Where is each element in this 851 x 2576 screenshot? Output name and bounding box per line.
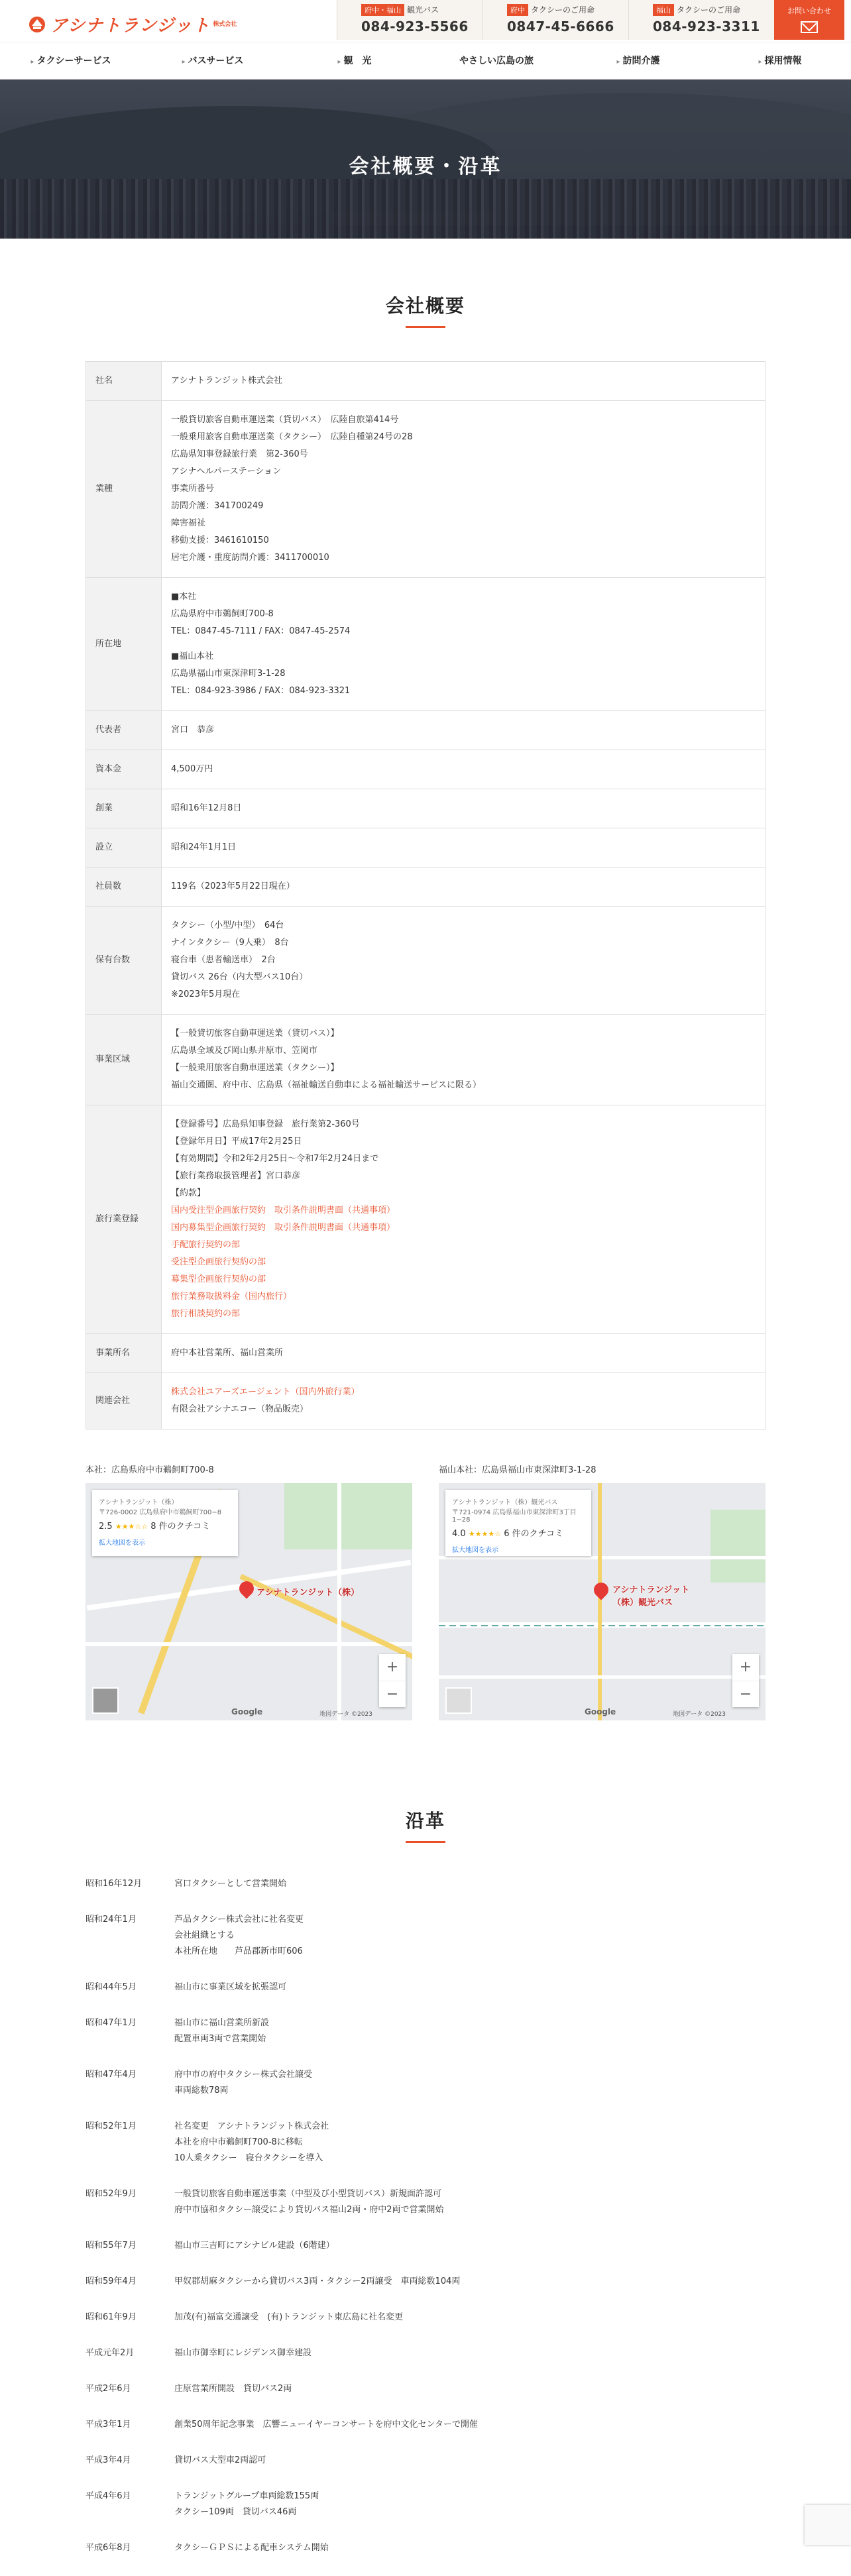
info-row <box>86 401 766 578</box>
maps-section <box>85 1463 766 1720</box>
info-line: ■福山本社 <box>171 651 214 661</box>
info-line: 【一般乗用旅客自動車運送業（タクシー）】 <box>171 1063 339 1073</box>
history-date: 平成6年8月 <box>85 2543 131 2553</box>
info-value <box>162 1105 766 1334</box>
section-title: 沿革 <box>405 1810 445 1832</box>
history-date: 昭和24年1月 <box>85 1915 137 1925</box>
info-line: 事業所番号 <box>171 484 215 494</box>
chevron-right-icon: ▸ <box>616 58 620 66</box>
info-line: 宮口 恭彦 <box>171 725 215 735</box>
phone-bar <box>337 0 844 42</box>
review-count[interactable]: 6 件のクチコミ <box>504 1529 564 1539</box>
map-copyright: 地図データ ©2023 <box>673 1711 726 1718</box>
history-line: 会社組織とする <box>174 1931 235 1940</box>
rating-value: 2.5 <box>99 1522 113 1532</box>
info-row <box>86 1373 766 1429</box>
map-caption: 福山本社：広島県福山市東深津町3-1-28 <box>439 1465 596 1475</box>
info-line: ■本社 <box>171 592 197 602</box>
nav-sightseeing[interactable] <box>284 42 426 79</box>
info-value <box>162 1373 766 1429</box>
history-description <box>174 2417 766 2433</box>
history-line: 加茂(有)福富交通譲受 (有)トランジット東広島に社名変更 <box>174 2312 403 2322</box>
history-entry <box>85 2453 766 2469</box>
info-key: 社名 <box>86 362 162 401</box>
map-park <box>284 1483 412 1549</box>
title-underline <box>406 326 445 328</box>
info-key: 業種 <box>86 401 162 578</box>
history-description <box>174 2310 766 2325</box>
phone-number[interactable]: 084-923-3311 <box>653 19 760 34</box>
history-entry <box>85 1876 766 1892</box>
info-line: 広島県知事登録旅行業 第2-360号 <box>171 449 308 459</box>
info-link[interactable]: 株式会社ユアーズエージェント（国内外旅行業） <box>171 1387 360 1397</box>
map-place-card <box>92 1490 238 1556</box>
info-line: 【約款】 <box>171 1188 206 1198</box>
info-link[interactable]: 国内募集型企画旅行契約 取引条件説明書面（共通事項） <box>171 1223 396 1233</box>
place-rating <box>99 1519 231 1532</box>
stars-icon: ★★★★☆ <box>468 1530 502 1538</box>
zoom-controls <box>379 1654 406 1707</box>
history-description <box>174 2381 766 2397</box>
info-line: ナインタクシー（9人乗） 8台 <box>171 938 289 948</box>
page-title: 会社概要・沿革 <box>349 155 502 178</box>
info-key: 代表者 <box>86 711 162 750</box>
history-description <box>174 2489 766 2520</box>
info-key: 設立 <box>86 828 162 868</box>
phone-box-bus[interactable] <box>337 0 482 40</box>
info-key: 資本金 <box>86 750 162 789</box>
info-row <box>86 750 766 789</box>
history-date: 昭和52年9月 <box>85 2189 137 2199</box>
history-line: 貸切バス大型車2両認可 <box>174 2455 266 2465</box>
map-caption: 本社：広島県府中市鵜飼町700-8 <box>85 1465 214 1475</box>
info-row <box>86 868 766 907</box>
history-description <box>174 2540 766 2556</box>
phone-tag: 府中 <box>507 4 528 16</box>
history-date: 昭和52年1月 <box>85 2121 137 2131</box>
info-link[interactable]: 国内受注型企画旅行契約 取引条件説明書面（共通事項） <box>171 1205 396 1215</box>
map-place-card <box>445 1490 591 1556</box>
logo-subtext: 株式会社 <box>213 21 237 28</box>
history-entry <box>85 2274 766 2290</box>
info-line: 福山交通圏、府中市、広島県（福祉輸送自動車による福祉輸送サービスに限る） <box>171 1080 482 1090</box>
chevron-right-icon: ▸ <box>182 58 186 66</box>
history-line: 福山市御幸町にレジデンス御幸建設 <box>174 2348 312 2358</box>
info-key: 社員数 <box>86 868 162 907</box>
history-description <box>174 2274 766 2290</box>
info-line: 【有効期間】令和2年2月25日～令和7年2月24日まで <box>171 1154 379 1164</box>
info-line: 広島県福山市東深津町3-1-28 <box>171 669 286 679</box>
info-line: タクシー（小型/中型） 64台 <box>171 921 284 930</box>
history-entry <box>85 2015 766 2047</box>
history-line: 府中市協和タクシー譲受により貸切バス福山2両・府中2両で営業開始 <box>174 2205 444 2215</box>
info-line: TEL：084-923-3986 / FAX：084-923-3321 <box>171 686 351 696</box>
nav-bus-service[interactable] <box>142 42 284 79</box>
info-key: 保有台数 <box>86 907 162 1015</box>
info-line: アシナヘルパーステーション <box>171 467 282 476</box>
info-line: 【旅行業務取扱管理者】宮口恭彦 <box>171 1171 301 1181</box>
zoom-in-icon[interactable]: + <box>386 1659 399 1675</box>
history-entry <box>85 2119 766 2166</box>
info-line: 広島県全域及び岡山県井原市、笠岡市 <box>171 1046 318 1056</box>
history-entry <box>85 1912 766 1960</box>
info-value <box>162 750 766 789</box>
history-description <box>174 2067 766 2099</box>
history-date: 昭和55年7月 <box>85 2241 137 2251</box>
nav-label: バスサービス <box>188 56 244 66</box>
history-entry <box>85 1980 766 1995</box>
info-key: 事業所名 <box>86 1334 162 1373</box>
place-name: アシナトランジット（株）観光バス <box>452 1499 558 1506</box>
history-date: 昭和47年4月 <box>85 2070 137 2080</box>
history-date: 昭和61年9月 <box>85 2312 137 2322</box>
history-date: 平成4年6月 <box>85 2491 131 2501</box>
map-fuchu <box>85 1463 412 1720</box>
history-line: 宮口タクシーとして営業開始 <box>174 1879 287 1889</box>
hero-banner <box>0 80 851 239</box>
place-address: 〒721-0974 広島県福山市東深津町3丁目1−28 <box>452 1509 577 1524</box>
history-entry <box>85 2381 766 2397</box>
enlarge-map-link[interactable]: 拡大地図を表示 <box>99 1540 145 1547</box>
info-line: ※2023年5月現在 <box>171 989 241 999</box>
chevron-right-icon: ▸ <box>758 58 762 66</box>
info-row <box>86 362 766 401</box>
enlarge-map-link[interactable]: 拡大地図を表示 <box>452 1547 498 1554</box>
zoom-out-icon[interactable]: − <box>732 1681 759 1707</box>
google-map[interactable] <box>439 1483 766 1720</box>
info-line: 寝台車（患者輸送車） 2台 <box>171 955 276 965</box>
google-logo: Google <box>231 1707 263 1716</box>
history-line: 甲奴郡胡麻タクシーから貸切バス3両・タクシー2両譲受 車両総数104両 <box>174 2276 461 2286</box>
map-fukuyama <box>439 1463 766 1720</box>
rating-value: 4.0 <box>452 1529 466 1539</box>
history-line: 芦品タクシー株式会社に社名変更 <box>174 1915 304 1925</box>
logo-text: アシナトランジット <box>50 16 211 36</box>
nav-recruit[interactable] <box>709 42 851 79</box>
info-link[interactable]: 手配旅行契約の部 <box>171 1240 241 1250</box>
phone-tag: 府中・福山 <box>361 4 404 16</box>
history-line: 福山市に福山営業所新設 <box>174 2018 270 2028</box>
history-date: 平成元年2月 <box>85 2348 135 2358</box>
info-value <box>162 578 766 711</box>
info-value <box>162 362 766 401</box>
info-line: 【登録年月日】平成17年2月25日 <box>171 1137 302 1147</box>
info-line: 府中本社営業所、福山営業所 <box>171 1348 284 1358</box>
info-line: アシナトランジット株式会社 <box>171 376 283 386</box>
history-description <box>174 2238 766 2254</box>
history-entry <box>85 2186 766 2218</box>
history-date: 昭和44年5月 <box>85 1982 137 1992</box>
nav-label: 訪問介護 <box>622 56 660 66</box>
recaptcha-badge[interactable] <box>805 2505 851 2545</box>
info-line: 有限会社アシナエコー（物品販売） <box>171 1404 308 1414</box>
map-railway <box>439 1625 766 1626</box>
pin-label: アシナトランジット（株） <box>256 1588 360 1598</box>
company-info-table <box>85 361 766 1429</box>
history-entry <box>85 2067 766 2099</box>
info-line: 【登録番号】広島県知事登録 旅行業第2-360号 <box>171 1119 360 1129</box>
history-line: 本社を府中市鵜飼町700-8に移転 <box>174 2137 303 2147</box>
history-description <box>174 1876 766 1892</box>
history-line: 府中市の府中タクシー株式会社譲受 <box>174 2070 313 2080</box>
info-key: 事業区域 <box>86 1015 162 1105</box>
history-description <box>174 2186 766 2218</box>
phone-tag: 福山 <box>653 4 674 16</box>
map-road <box>598 1483 602 1720</box>
history-list <box>85 1876 766 2556</box>
map-road <box>439 1675 766 1679</box>
history-line: 福山市三吉町にアシナビル建設（6階建） <box>174 2241 335 2251</box>
history-description <box>174 2345 766 2361</box>
info-key: 創業 <box>86 789 162 828</box>
info-value <box>162 1334 766 1373</box>
nav-taxi-service[interactable] <box>0 42 142 79</box>
history-line: 庄原営業所開設 貸切バス2両 <box>174 2384 292 2394</box>
info-value <box>162 711 766 750</box>
info-row <box>86 711 766 750</box>
phone-number[interactable]: 0847-45-6666 <box>507 19 614 34</box>
map-park <box>710 1510 766 1583</box>
map-road <box>439 1556 766 1559</box>
info-line: 昭和16年12月8日 <box>171 803 242 813</box>
history-line: 本社所在地 芦品郡新市町606 <box>174 1946 303 1956</box>
contact-button[interactable] <box>774 0 844 40</box>
chevron-right-icon: ▸ <box>30 58 34 66</box>
nav-label: 観 光 <box>343 56 372 66</box>
contact-label: お問い合わせ <box>787 7 831 15</box>
history-date: 昭和16年12月 <box>85 1879 142 1889</box>
history-line: 10人乗タクシー 寝台タクシーを導入 <box>174 2153 323 2163</box>
info-row <box>86 578 766 711</box>
info-line: 4,500万円 <box>171 764 213 774</box>
map-road <box>337 1483 341 1720</box>
history-description <box>174 2453 766 2469</box>
phone-box-fuchu-taxi[interactable] <box>482 0 628 40</box>
history-entry <box>85 2345 766 2361</box>
satellite-toggle[interactable] <box>445 1687 472 1714</box>
google-map[interactable] <box>85 1483 412 1720</box>
info-line: TEL：0847-45-7111 / FAX：0847-45-2574 <box>171 626 351 636</box>
place-rating <box>452 1526 585 1539</box>
info-row <box>86 828 766 868</box>
info-link[interactable]: 募集型企画旅行契約の部 <box>171 1274 266 1284</box>
title-underline <box>406 1841 445 1843</box>
map-copyright: 地図データ ©2023 <box>319 1711 372 1718</box>
info-line: 居宅介護・重度訪問介護：3411700010 <box>171 553 329 563</box>
history-line: タクシー109両 貸切バス46両 <box>174 2507 297 2517</box>
history-line: 配置車両3両で営業開始 <box>174 2034 266 2044</box>
phone-caption: タクシーのご用命 <box>531 5 595 15</box>
zoom-in-icon[interactable]: + <box>739 1659 752 1675</box>
history-entry <box>85 2238 766 2254</box>
history-entry <box>85 2417 766 2433</box>
history-line: 社名変更 アシナトランジット株式会社 <box>174 2121 329 2131</box>
nav-label: 採用情報 <box>764 56 802 66</box>
site-header <box>0 0 851 42</box>
history-entry <box>85 2489 766 2520</box>
info-line: 一般貸切旅客自動車運送業（貸切バス） 広陸自旅第414号 <box>171 415 399 425</box>
place-address: 〒726-0002 広島県府中市鵜飼町700−8 <box>99 1509 222 1516</box>
logo[interactable] <box>27 12 237 36</box>
history-line: 一般貸切旅客自動車運送事業（中型及び小型貸切バス）新規面許認可 <box>174 2189 442 2199</box>
history-entry <box>85 2540 766 2556</box>
zoom-controls <box>732 1654 759 1707</box>
history-line: 車両総数78両 <box>174 2086 229 2096</box>
info-key: 関連会社 <box>86 1373 162 1429</box>
info-value <box>162 401 766 578</box>
nav-hiroshima-trip[interactable] <box>426 42 567 79</box>
info-line: 119名（2023年5月22日現在） <box>171 881 295 891</box>
history-line: 福山市に事業区域を拡張認可 <box>174 1982 287 1992</box>
overview-heading <box>0 239 851 361</box>
info-line: 障害福祉 <box>171 518 206 528</box>
map-pin-icon[interactable] <box>591 1579 611 1600</box>
map-road <box>85 1642 412 1646</box>
phone-number[interactable]: 084-923-5566 <box>361 19 469 34</box>
google-logo: Google <box>585 1707 616 1716</box>
review-count[interactable]: 8 件のクチコミ <box>150 1522 211 1532</box>
chevron-right-icon: ▸ <box>337 58 341 66</box>
info-value <box>162 907 766 1015</box>
info-line: 貸切バス 26台（内大型バス10台） <box>171 972 308 982</box>
history-date: 昭和47年1月 <box>85 2018 137 2028</box>
history-description <box>174 2015 766 2047</box>
info-line: 訪問介護：341700249 <box>171 501 264 511</box>
phone-caption: 観光バス <box>407 5 439 15</box>
info-row <box>86 1105 766 1334</box>
info-value <box>162 789 766 828</box>
info-row <box>86 1015 766 1105</box>
info-link[interactable]: 旅行相談契約の部 <box>171 1309 241 1319</box>
info-link[interactable]: 受注型企画旅行契約の部 <box>171 1257 266 1267</box>
pin-label: アシナトランジット（株）観光バス <box>612 1585 690 1608</box>
info-link[interactable]: 旅行業務取扱料金（国内旅行） <box>171 1292 292 1302</box>
place-name: アシナトランジット（株） <box>99 1499 178 1506</box>
zoom-out-icon[interactable]: − <box>379 1681 406 1707</box>
nav-home-care[interactable] <box>567 42 709 79</box>
info-key: 所在地 <box>86 578 162 711</box>
history-line: 創業50周年記念事業 広響ニューイヤーコンサートを府中文化センターで開催 <box>174 2420 479 2430</box>
nav-label: タクシーサービス <box>36 56 111 66</box>
history-date: 平成2年6月 <box>85 2384 131 2394</box>
history-entry <box>85 2310 766 2325</box>
info-row <box>86 789 766 828</box>
info-row <box>86 907 766 1015</box>
info-row <box>86 1334 766 1373</box>
history-description <box>174 1980 766 1995</box>
history-date: 平成3年4月 <box>85 2455 131 2465</box>
satellite-toggle[interactable] <box>92 1687 119 1714</box>
info-value <box>162 868 766 907</box>
info-line: 【一般貸切旅客自動車運送業（貸切バス）】 <box>171 1029 339 1038</box>
nav-label: やさしい広島の旅 <box>459 56 534 66</box>
history-line: タクシーＧＰＳによる配車システム開始 <box>174 2543 329 2553</box>
history-description <box>174 2119 766 2166</box>
logo-icon <box>27 15 48 34</box>
history-heading <box>0 1720 851 1876</box>
info-value <box>162 828 766 868</box>
history-date: 平成3年1月 <box>85 2420 131 2430</box>
info-key: 旅行業登録 <box>86 1105 162 1334</box>
history-description <box>174 1912 766 1960</box>
main-nav <box>0 42 851 80</box>
phone-box-fukuyama-taxi[interactable] <box>628 0 774 40</box>
info-line: 昭和24年1月1日 <box>171 842 237 852</box>
phone-caption: タクシーのご用命 <box>677 5 741 15</box>
history-date: 昭和59年4月 <box>85 2276 137 2286</box>
stars-icon: ★★★☆☆ <box>115 1522 148 1531</box>
info-line: 一般乗用旅客自動車運送業（タクシー） 広陸自種第24号の28 <box>171 432 413 442</box>
mail-icon <box>801 21 818 33</box>
info-line: 広島県府中市鵜飼町700-8 <box>171 609 274 619</box>
info-line: 移動支援：3461610150 <box>171 535 269 545</box>
info-value <box>162 1015 766 1105</box>
section-title: 会社概要 <box>385 295 465 317</box>
history-line: トランジットグループ車両総数155両 <box>174 2491 319 2501</box>
